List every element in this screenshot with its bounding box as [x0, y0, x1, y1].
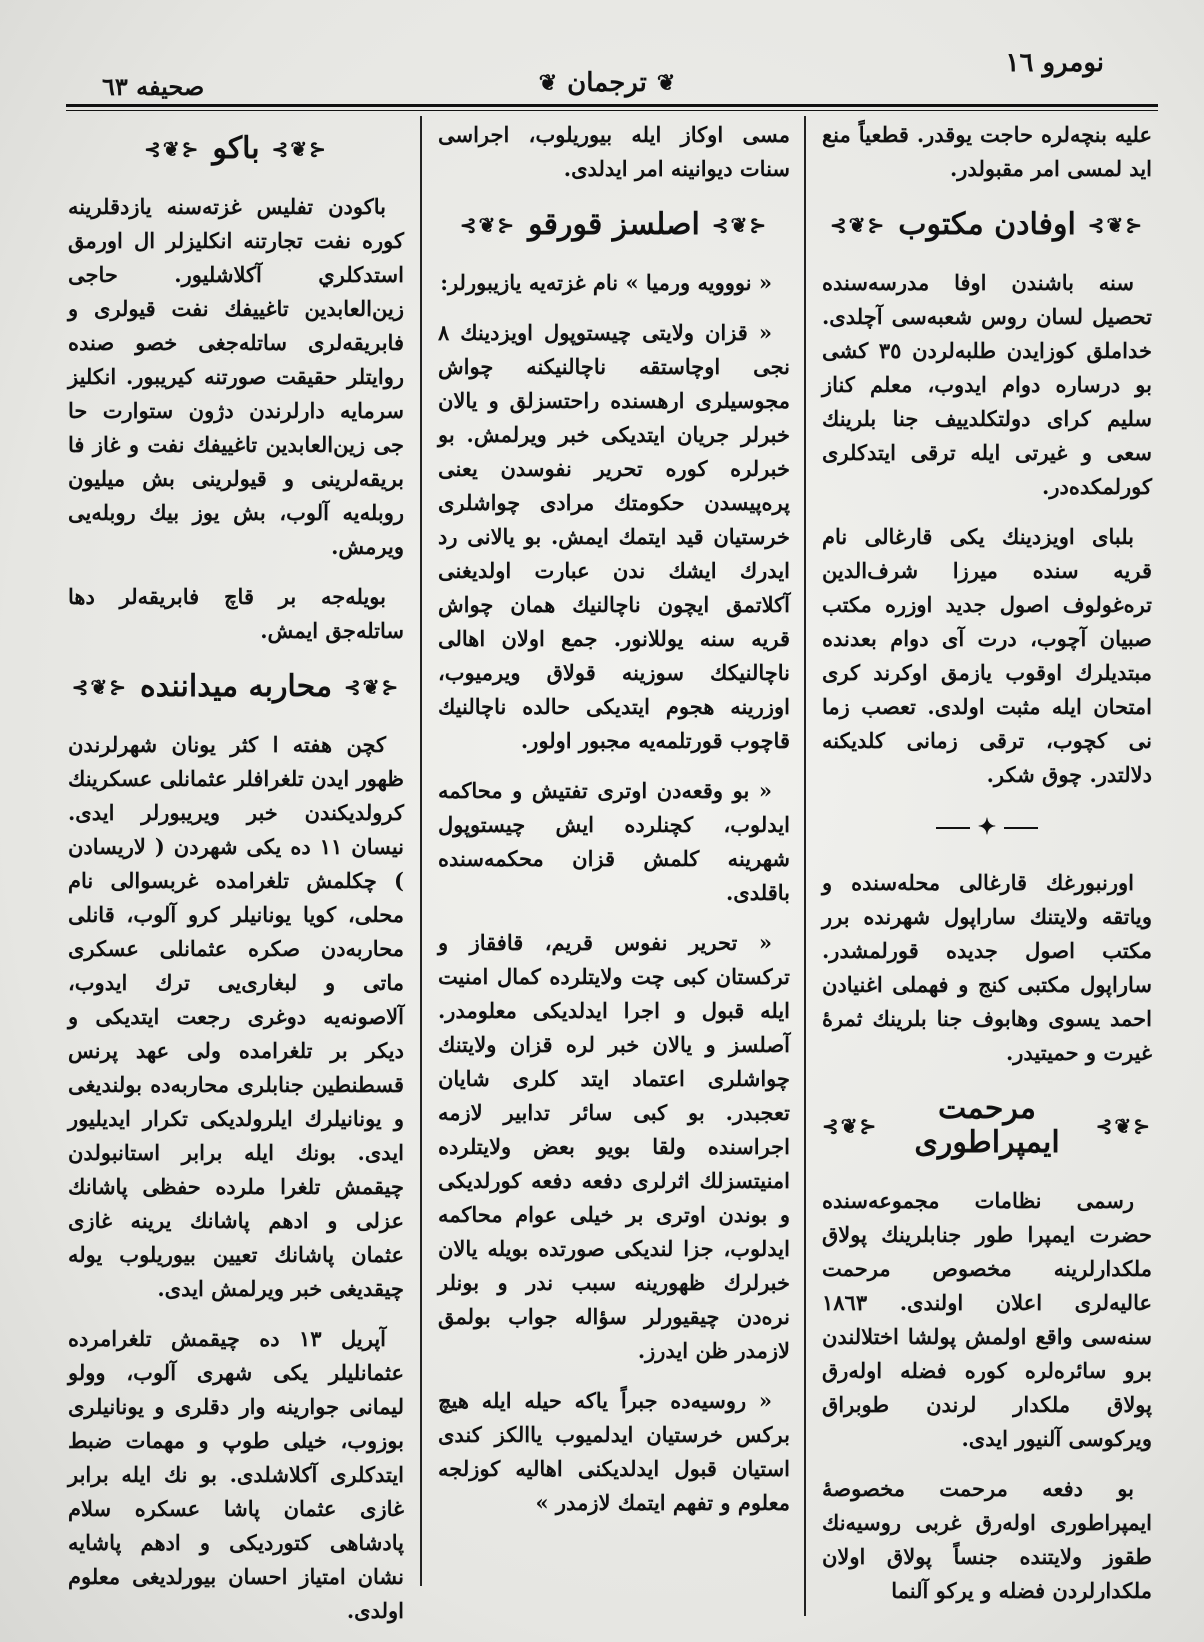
article-text: اورنبورغك قارغالی محله‌سنده و وياتقه ولايتنك ساراپول شهرنده برر مكتب اصول جديده قورلمشدر. ساراپول مكتبی كنج و فهملی اغنيادن احمد يسوی وهابوف جنا بلرينك ثمرهٔ غيرت و حميتيدر.	[822, 870, 1152, 1065]
article-text: « نووويه ورميا » نام غزته‌يه يازيبورلر:	[440, 270, 772, 295]
ornament-icon: ⊰❦⊱	[711, 213, 769, 237]
article-text: بويله‌جه بر قاچ فابريقه‌لر دها ساتله‌جق ايمش.	[68, 584, 404, 643]
article-text: آپريل ١٣ ده چيقمش تلغرامرده عثمانليلر يكی شهری آلوب، وولو ليمانی جوارينه وار دقلری و يونانيلری بوزوب، خيلی طوپ و مهمات ضبط ايتدكلری آكلاشلدی. بو نك ايله برابر غازی عثمان پاشا عسكره سلام پادشاهی كتورديكی و ادهم پاشايه نشان امتياز احسان بيورلديغی معلوم اولدی.	[68, 1326, 404, 1623]
article-heading	[822, 1092, 1152, 1160]
heading-text: اصلسز قورقو	[528, 207, 700, 242]
ornament-icon: ⊰❦⊱	[459, 213, 517, 237]
newspaper-title	[539, 68, 676, 98]
ornament-icon: ⊰❦⊱	[1087, 213, 1145, 237]
section-separator	[822, 810, 1152, 844]
heading-text: اوفادن مكتوب	[898, 207, 1076, 242]
header-rule-thin	[66, 110, 1158, 111]
header-rule	[66, 104, 1158, 107]
ornament-icon: ⊰❦⊱	[344, 675, 401, 699]
page-number-label: صحیفه ٦٣	[102, 72, 205, 101]
issue-number: نومرو ١٦	[1005, 48, 1104, 78]
ornament-icon: ❦	[538, 70, 558, 96]
article-text: « قزان ولايتی چيستوپول اويزدينك ٨ نجی اوچاستقه ناچالنيكنه چواش مجوسيلری ارهسنده راحتسزلق و يالان خبرلر جريان ايتديكی خبر ويرلمش. بو خبرلره كوره تحرير نفوسدن يعنی پره‌پيسدن حكومتك مرادی چواشلری خرستيان قيد ايتمك ايمش. بو يالانی رد ايدرك ايشك ندن عبارت اولديغنی آكلاتمق ايچون ناچالنيك همان چواش قريه سنه يوللانور. جمع اولان اهالی ناچالنيكك سوزينه قولاق ويرميوب، اوزرينه هجوم ايتديكی حالده ناچالنيك قاچوب قورتلمه‌يه مجبور اولور.	[438, 320, 790, 753]
article-text: باكودن تفليس غزته‌سنه يازدقلرينه كوره نفت تجارتنه انكليزلر ال اورمق استدكلري آكلاشليور. حاجی زين‌العابدين تاغييفك نفت قيولری و فابريقه‌لری ساتله‌جغی خصو صنده روايتلر حقيقت صورتنه كيريبور. انكليز سرمايه دارلرندن دژون ستوارت حا جی زين‌العابدين تاغييفك نفت و غاز فا بريقه‌لرينی و قيولرينی بش ميليون روبله‌يه آلوب، بش يوز بيك روبله‌يی ويرمش.	[68, 194, 404, 559]
ornament-icon: ⊰❦⊱	[822, 1114, 879, 1138]
heading-text: محاربه ميداننده	[140, 669, 333, 704]
article-text: بلباى اويزدينك يكی قارغالی نام قريه سنده ميرزا شرف‌الدين تره‌غولوف اصول جديد اوزره مكتب صبيان آچوب، درت آی دوام بعدنده مبتديلرك اوقوب يازمق اوكرند كری امتحان ايله مثبت اولدی. تعصب زما نی كچوب، ترقی زمانی كلديكنه دلالتدر. چوق شكر.	[822, 524, 1152, 787]
article-text: « تحرير نفوس قريم، قافقاز و تركستان كبی چت ولايتلرده كمال امنيت ايله قبول و اجرا ايدلديكی معلومدر. آصلسز و يالان خبر لره قزان ولايتنك چواشلری اعتماد ايتد كلری شايان تعجبدر. بو كبی سائر تدابير لازمه اجراسنده ولقا بويو بعض ولايتلرده امنيتسزلك اثرلری دفعه دفعه كورلديكی و بوندن اوتری بر خيلی عوام محاكمه ايدلوب، جزا لنديكی صورتده بويله يالان خبرلرك ظهورينه سبب ندر و بونلر نره‌دن چيقيورلر سؤاله جواب بولمق لازمدر ظن ايدرز.	[438, 930, 790, 1363]
newspaper-title-text: ترجمان	[567, 68, 647, 98]
ornament-icon: ⊰❦⊱	[144, 137, 201, 161]
ornament-icon: ⊰❦⊱	[71, 675, 128, 699]
article-text: سنه باشندن اوفا مدرسه‌سنده تحصيل لسان روس شعبه‌سی آچلدی. خداملق كوزايدن طلبه‌لردن ٣٥ كشی بو درساره دوام ايدوب، معلم كناز سليم كرای دولتكلدييف جنا بلرينك سعی و غيرتی ايله ترقی ايتدكلری كورلمكده‌در.	[822, 270, 1153, 499]
article-text: بو دفعه مرحمت مخصوصهٔ ايمپراطوری اوله‌رق غربی روسيه‌نك طقوز ولايتنده جنساً پولاق اولان ملكدارلردن فضله و يركو آلنما	[822, 1476, 1152, 1603]
ornament-icon: ⊰❦⊱	[1095, 1114, 1152, 1138]
article-heading	[438, 208, 790, 242]
page-header	[62, 38, 1152, 108]
article-text: رسمی نظامات مجموعه‌سنده حضرت ايمپرا طور جنابلرينك پولاق ملكدارلرينه مخصوص مرحمت عاليه‌لری اعلان اولندی. ١٨٦٣ سنه‌سی واقع اولمش پولشا اختلالندن برو سائره‌لره كوره فضله اوله‌رق پولاق ملكدار لرندن طوبراق ويركوسی آلنيور ايدی.	[822, 1188, 1152, 1451]
article-text: « بو وقعه‌دن اوتری تفتيش و محاكمه ايدلوب، كچنلرده ايش چيستوپول شهرينه كلمش قزان محكمه‌سنده باقلدی.	[438, 778, 790, 905]
column-divider	[804, 116, 806, 1616]
article-heading	[68, 132, 404, 166]
column-divider	[420, 116, 422, 1586]
heading-text: باكو	[212, 131, 260, 166]
article-heading	[68, 670, 404, 704]
ornament-icon: ❦	[656, 70, 676, 96]
diamond-icon: ✦	[977, 814, 997, 840]
article-text: « روسيه‌ده جبراً ياكه حيله ايله هيچ بركس خرستيان ايدلميوب ياالكز كندی استيان قبول ايدلديكنی اهاليه كوزلجه معلوم و تفهم ايتمك لازمدر »	[438, 1388, 790, 1515]
article-heading	[822, 208, 1152, 242]
column-middle	[438, 118, 790, 1602]
column-left	[68, 118, 405, 1623]
ornament-icon: ⊰❦⊱	[829, 213, 887, 237]
article-text: عليه بنچه‌لره حاجت يوقدر. قطعياً منع ايد لمسی امر مقبولدر.	[822, 122, 1152, 181]
article-text: مسی اوكاز ايله بيوريلوب، اجراسی سنات ديوانينه امر ايدلدی.	[438, 122, 790, 181]
heading-text: مرحمت ايمپراطوری	[914, 1091, 1060, 1160]
ornament-icon: ⊰❦⊱	[271, 137, 328, 161]
article-text: كچن هفته ا كثر يونان شهرلرندن ظهور ايدن تلغرافلر عثمانلی عسكرينك كرولديكندن خبر ويريبورلر ايدی. نيسان ١١ ده يكی شهردن ( لاريسادن ) چكلمش تلغرامده غربسوالی نام محلی، كويا يونانيلر كرو آلوب، قانلی محاربه‌دن صكره عثمانلی عسكری ماتی و لبغاری‌يی ترك ايدوب، آلاصونه‌يه دوغری رجعت ايتديكی و ديكر بر تلغرامده ولی عهد پرنس قسطنطين جنابلری محاربه‌ده بولنديغی و يونانيلرك ايلرولديكی تكرار ايديليور ايدی. بونك ايله برابر استانبولدن چيقمش تلغرا ملرده حفظی پاشانك عزلی و ادهم پاشانك يرينه غازی عثمان پاشانك تعيين بيوريلوب يوله چيقديغی خبر ويرلمش ايدی.	[68, 732, 405, 1301]
column-right	[822, 118, 1152, 1602]
